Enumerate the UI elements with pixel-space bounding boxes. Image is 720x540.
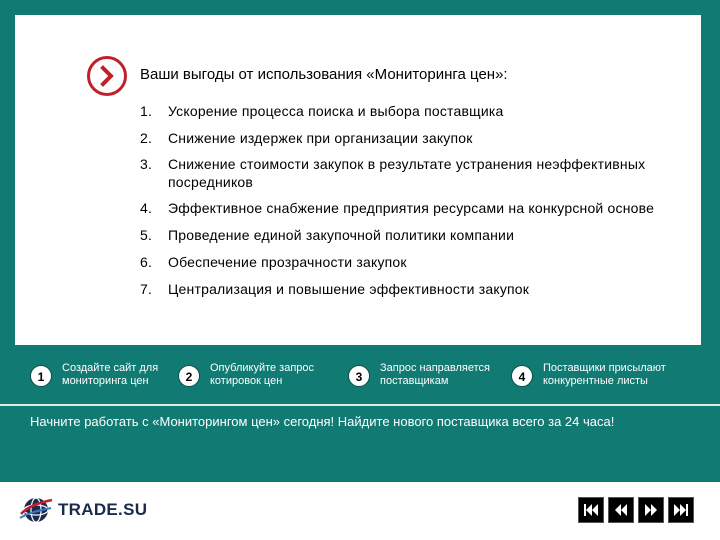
previous-slide-button[interactable] xyxy=(608,497,634,523)
last-icon xyxy=(672,502,690,518)
benefit-text: Снижение издержек при организации закупок xyxy=(168,130,473,146)
benefit-text: Централизация и повышение эффективности закупок xyxy=(168,281,530,297)
prev-icon xyxy=(612,502,630,518)
benefit-item xyxy=(140,199,660,217)
first-slide-button[interactable] xyxy=(578,497,604,523)
benefit-number: 2. xyxy=(140,130,153,146)
call-to-action: Начните работать с «Мониторингом цен» сегодня! Найдите нового поставщика всего за 24 часа! xyxy=(30,414,615,429)
benefit-item xyxy=(140,102,660,120)
step-number-badge: 1 xyxy=(30,365,52,387)
benefit-item xyxy=(140,155,660,191)
first-icon xyxy=(582,502,600,518)
benefit-text: Обеспечение прозрачности закупок xyxy=(168,254,407,270)
trade-su-logo[interactable] xyxy=(18,490,178,530)
benefits-list xyxy=(140,102,660,298)
logo-text: TRADE.SU xyxy=(58,500,148,519)
benefit-item xyxy=(140,280,660,298)
step-number-badge: 2 xyxy=(178,365,200,387)
next-icon xyxy=(642,502,660,518)
step-text: Создайте сайт для мониторинга цен xyxy=(62,362,159,387)
benefit-item xyxy=(140,253,660,271)
slide-title: Ваши выгоды от использования «Мониторинга цен»: xyxy=(140,66,508,83)
step-text: Опубликуйте запрос котировок цен xyxy=(210,362,315,387)
benefit-number: 4. xyxy=(140,200,153,216)
benefit-number: 7. xyxy=(140,281,153,297)
benefit-text: Снижение стоимости закупок в результате устранения неэффективных посредников xyxy=(168,156,646,190)
benefit-item xyxy=(140,129,660,147)
benefit-number: 1. xyxy=(140,103,153,119)
last-slide-button[interactable] xyxy=(668,497,694,523)
play-icon xyxy=(87,56,127,96)
benefit-item xyxy=(140,226,660,244)
benefit-number: 5. xyxy=(140,227,153,243)
step-number-badge: 3 xyxy=(348,365,370,387)
step-text: Запрос направляется поставщикам xyxy=(380,362,490,387)
globe-icon xyxy=(18,492,54,528)
benefit-number: 6. xyxy=(140,254,153,270)
next-slide-button[interactable] xyxy=(638,497,664,523)
benefit-text: Эффективное снабжение предприятия ресурсами на конкурсной основе xyxy=(168,200,655,216)
divider xyxy=(0,404,720,406)
process-steps xyxy=(0,358,720,398)
benefit-text: Проведение единой закупочной политики компании xyxy=(168,227,515,243)
benefit-text: Ускорение процесса поиска и выбора поставщика xyxy=(168,103,504,119)
step-text: Поставщики присылают конкурентные листы xyxy=(543,362,666,387)
step-number-badge: 4 xyxy=(511,365,533,387)
benefit-number: 3. xyxy=(140,156,153,172)
